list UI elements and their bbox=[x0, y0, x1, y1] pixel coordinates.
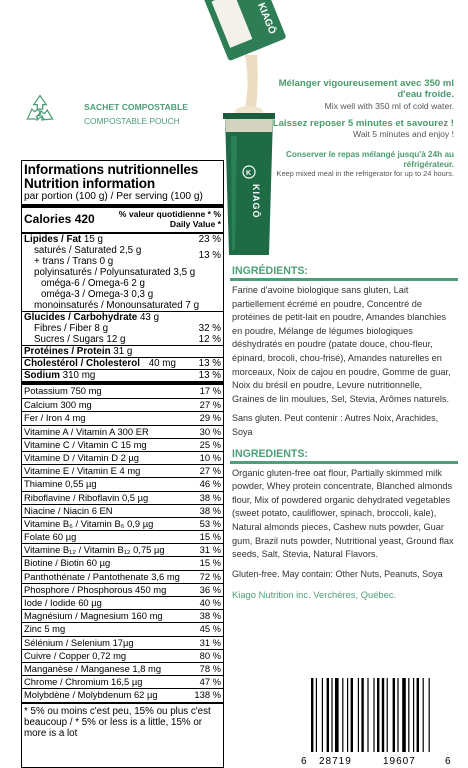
vitamin-name: Biotine / Biotin 60 µg bbox=[24, 557, 111, 569]
storage-instruction-en: Keep mixed meal in the refrigerator for up to 24 hours. bbox=[276, 169, 454, 179]
nutrient-saturated-trans: saturés / Saturated 2,5 g + trans / Trans 0 g 13 % bbox=[34, 245, 221, 267]
nutrient-protein: Protéines / Protein 31 g bbox=[24, 346, 133, 357]
nutrient-monounsaturated: monoinsaturés / Monounsaturated 7 g bbox=[34, 300, 200, 311]
calories-row bbox=[22, 208, 223, 232]
nutrient-fibre: Fibres / Fiber 8 g 32 % bbox=[34, 323, 221, 334]
vitamin-name: Zinc 5 mg bbox=[24, 623, 66, 635]
barcode-bar bbox=[377, 678, 379, 752]
barcode-bar bbox=[347, 678, 348, 752]
vitamin-dv: 40 % bbox=[199, 597, 221, 608]
calories: Calories 420 bbox=[24, 212, 95, 226]
barcode-bar bbox=[311, 678, 313, 752]
vitamin-name: Phosphore / Phosphorous 450 mg bbox=[24, 583, 167, 595]
vitamin-name: Molybdène / Molybdenum 62 µg bbox=[24, 689, 158, 701]
vitamin-dv: 30 % bbox=[199, 425, 221, 437]
compostable-label-fr: SACHET COMPOSTABLE bbox=[84, 102, 188, 112]
barcode-bar bbox=[373, 678, 374, 752]
nutrition-title-en: Nutrition information bbox=[24, 176, 155, 191]
barcode-bar bbox=[358, 678, 359, 752]
barcode-bar bbox=[316, 678, 317, 752]
vitamin-name: Calcium 300 mg bbox=[24, 399, 92, 411]
barcode-digits-right: 19607 bbox=[383, 756, 416, 767]
pouch-image bbox=[203, 0, 287, 61]
vitamin-dv: 53 % bbox=[199, 517, 221, 529]
vitamin-dv: 17 % bbox=[199, 385, 221, 396]
vitamin-name: Vitamine B₆ / Vitamin B₆ 0,9 µg bbox=[24, 517, 154, 529]
ingredients-heading-fr: INGRÉDIENTS: bbox=[232, 265, 308, 277]
nutrient-sodium: Sodium 310 mg 13 % bbox=[24, 370, 221, 381]
barcode-bar bbox=[393, 678, 395, 752]
ingredients-list-fr: Farine d'avoine biologique sans gluten, Lait partiellement écrémé en poudre, Concentré de protéines de petit-lait en poudre, Amandes blanchies en poudre, Mélange de légumes biologiques déshydratés en poudre (patate douce, chou-fleur, épinard, brocoli, chou-frisé), Amandes naturelles en morceaux, Noix de cajou en poudre, Gomme de guar, Noix du brésil en poudre, Levure nutritionnelle, Graines de lin moulues, Sel, Stevia, Arômes naturels. bbox=[232, 285, 451, 404]
barcode-bar bbox=[351, 678, 353, 752]
vitamin-dv: 72 % bbox=[199, 570, 221, 582]
upc-barcode bbox=[297, 672, 457, 768]
nutrient-fat: Lipides / Fat 15 g 23 % bbox=[24, 234, 221, 245]
vitamin-dv: 47 % bbox=[199, 676, 221, 688]
brand-monogram: K bbox=[246, 170, 252, 177]
vitamin-row bbox=[22, 649, 223, 662]
vitamin-dv: 27 % bbox=[199, 465, 221, 477]
vitamin-dv: 80 % bbox=[199, 649, 221, 661]
barcode-bars bbox=[311, 678, 430, 752]
vitamin-dv: 38 % bbox=[199, 610, 221, 622]
nutrient-sugars: Sucres / Sugars 12 g 12 % bbox=[34, 334, 221, 345]
barcode-bar bbox=[387, 678, 388, 752]
compostable-label-en: COMPOSTABLE POUCH bbox=[84, 116, 180, 126]
barcode-bar bbox=[322, 678, 323, 752]
vitamin-row bbox=[22, 543, 223, 556]
vitamin-row bbox=[22, 675, 223, 688]
barcode-bar bbox=[429, 678, 430, 752]
compostable-pouch-label bbox=[22, 92, 212, 152]
vitamin-row bbox=[22, 464, 223, 477]
nutrient-cholesterol: Cholestérol / Cholesterol 40 mg 13 % bbox=[24, 358, 221, 369]
svg-text:KIAGŌ: KIAGŌ bbox=[255, 1, 278, 36]
vitamin-row bbox=[22, 477, 223, 490]
vitamin-row bbox=[22, 662, 223, 675]
vitamin-row bbox=[22, 609, 223, 622]
vitamin-name: Vitamine E / Vitamin E 4 mg bbox=[24, 465, 141, 477]
vitamin-row bbox=[22, 583, 223, 596]
vitamin-name: Magnésium / Magnesium 160 mg bbox=[24, 610, 163, 622]
vitamin-row bbox=[22, 425, 223, 438]
vitamin-row bbox=[22, 517, 223, 530]
vitamin-dv: 38 % bbox=[199, 491, 221, 503]
vitamin-dv: 46 % bbox=[199, 478, 221, 490]
vitamin-row bbox=[22, 636, 223, 649]
daily-value-header: % valeur quotidienne * % Daily Value * bbox=[118, 209, 221, 229]
manufacturer: Kiago Nutrition inc. Verchères, Québec. bbox=[232, 589, 397, 601]
vitamin-row bbox=[22, 438, 223, 451]
vitamin-row bbox=[22, 411, 223, 424]
nutrition-title bbox=[22, 161, 223, 191]
vitamin-dv: 138 % bbox=[194, 689, 221, 701]
barcode-bar bbox=[382, 678, 384, 752]
preparation-instructions bbox=[264, 78, 454, 179]
barcode-bar bbox=[402, 678, 406, 752]
vitamin-dv: 27 % bbox=[199, 399, 221, 411]
vitamin-dv: 25 % bbox=[199, 438, 221, 450]
nutrition-title-fr: Informations nutritionnelles bbox=[24, 162, 199, 177]
vitamin-row bbox=[22, 398, 223, 411]
vitamin-row bbox=[22, 530, 223, 543]
ingredients-heading-en: INGREDIENTS: bbox=[232, 447, 308, 460]
nutrient-carbohydrate: Glucides / Carbohydrate 43 g bbox=[24, 312, 160, 323]
vitamin-row bbox=[22, 491, 223, 504]
vitamin-dv: 31 % bbox=[199, 636, 221, 648]
ingredients-section bbox=[230, 265, 458, 600]
nutrient-polyunsaturated: polyinsaturés / Polyunsaturated 3,5 g bbox=[34, 267, 196, 278]
barcode-digit-lead: 6 bbox=[301, 756, 307, 767]
vitamin-row bbox=[22, 688, 223, 701]
vitamin-dv: 31 % bbox=[199, 544, 221, 556]
recycle-leaf-icon bbox=[22, 92, 58, 128]
vitamin-row bbox=[22, 451, 223, 464]
vitamin-name: Cuivre / Copper 0,72 mg bbox=[24, 649, 127, 661]
vitamin-dv: 15 % bbox=[199, 557, 221, 569]
vitamin-row bbox=[22, 622, 223, 635]
nutrient-omega3: oméga-3 / Omega-3 0,3 g bbox=[41, 289, 154, 300]
vitamin-dv: 36 % bbox=[199, 583, 221, 595]
vitamin-name: Riboflavine / Riboflavin 0,5 µg bbox=[24, 491, 149, 503]
vitamin-name: Vitamine C / Vitamin C 15 mg bbox=[24, 438, 147, 450]
barcode-digit-check: 6 bbox=[445, 756, 451, 767]
rest-instruction-fr: Laissez reposer 5 minutes et savourez ! bbox=[272, 117, 454, 129]
vitamin-row bbox=[22, 504, 223, 517]
barcode-bar bbox=[413, 678, 414, 752]
brand-wordmark: KIAGŌ bbox=[251, 184, 261, 219]
vitamin-dv: 78 % bbox=[199, 662, 221, 674]
barcode-bar bbox=[335, 678, 339, 752]
barcode-bar bbox=[342, 678, 343, 752]
vitamin-dv: 38 % bbox=[199, 504, 221, 516]
allergen-statement-en: Gluten-free. May contain: Other Nuts, Peanuts, Soya bbox=[232, 568, 443, 579]
mix-instruction-en: Mix well with 350 ml of cold water. bbox=[324, 100, 454, 111]
serving-size: par portion (100 g) / Per serving (100 g) bbox=[24, 191, 203, 202]
barcode-bar bbox=[408, 678, 409, 752]
vitamin-name: Chrome / Chromium 16,5 µg bbox=[24, 676, 143, 688]
barcode-digits-left: 28719 bbox=[319, 756, 352, 767]
nutrition-facts-table bbox=[21, 160, 224, 768]
vitamin-dv: 29 % bbox=[199, 412, 221, 424]
barcode-bar bbox=[367, 678, 368, 752]
vitamin-dv: 45 % bbox=[199, 623, 221, 635]
vitamin-mineral-list bbox=[22, 385, 223, 702]
vitamin-dv: 15 % bbox=[199, 531, 221, 543]
vitamin-row bbox=[22, 570, 223, 583]
nutrient-omega6: oméga-6 / Omega-6 2 g bbox=[41, 278, 146, 289]
barcode-bar bbox=[361, 678, 363, 752]
vitamin-name: Sélénium / Selenium 17µg bbox=[24, 636, 134, 648]
vitamin-name: Vitamine D / Vitamin D 2 µg bbox=[24, 451, 139, 463]
vitamin-name: Vitamine B₁₂ / Vitamin B₁₂ 0,75 µg bbox=[24, 544, 165, 556]
vitamin-name: Vitamine A / Vitamin A 300 ER bbox=[24, 425, 149, 437]
vitamin-name: Folate 60 µg bbox=[24, 531, 77, 543]
mix-instruction-fr: Mélanger vigoureusement avec 350 ml d'eau froide. bbox=[278, 78, 454, 101]
vitamin-row bbox=[22, 596, 223, 609]
barcode-bar bbox=[327, 678, 329, 752]
barcode-bar bbox=[331, 678, 332, 752]
barcode-bar bbox=[423, 678, 424, 752]
ingredients-list-en: Organic gluten-free oat flour, Partially skimmed milk powder, Whey protein concentrate, Blanched almonds flour, Mix of powdered organic dehydrated vegetables (sweet potato, cauliflower, spinach, broccoli, kale), Natural almonds pieces, Cashew nuts powder, Guar gum, Brazil nuts powder, Nutritional yeast, Ground flax seeds, Salt, Stevia, Natural Flavors. bbox=[232, 467, 454, 560]
allergen-statement-fr: Sans gluten. Peut contenir : Autres Noix, Arachides, Soya bbox=[232, 413, 439, 437]
vitamin-name: Potassium 750 mg bbox=[24, 385, 102, 396]
vitamin-row bbox=[22, 556, 223, 569]
vitamin-name: Iode / Iodide 60 µg bbox=[24, 597, 102, 608]
vitamin-dv: 10 % bbox=[199, 451, 221, 463]
vitamin-name: Niacine / Niacin 6 EN bbox=[24, 504, 113, 516]
vitamin-name: Panthothénate / Pantothenate 3,6 mg bbox=[24, 570, 180, 582]
rest-instruction-en: Wait 5 minutes and enjoy ! bbox=[353, 129, 454, 140]
storage-instruction-fr: Conserver le repas mélangé jusqu'à 24h au réfrigérateur. bbox=[285, 150, 454, 169]
barcode-bar bbox=[417, 678, 419, 752]
barcode-bar bbox=[397, 678, 398, 752]
daily-value-footnote: * 5% ou moins c'est peu, 15% ou plus c'est beaucoup / * 5% or less is a little, 15% or more is a lot bbox=[24, 705, 211, 739]
vitamin-row bbox=[22, 385, 223, 398]
vitamin-name: Thiamine 0,55 µg bbox=[24, 478, 97, 490]
vitamin-name: Fer / Iron 4 mg bbox=[24, 412, 86, 424]
vitamin-name: Manganèse / Manganese 1,8 mg bbox=[24, 662, 162, 674]
